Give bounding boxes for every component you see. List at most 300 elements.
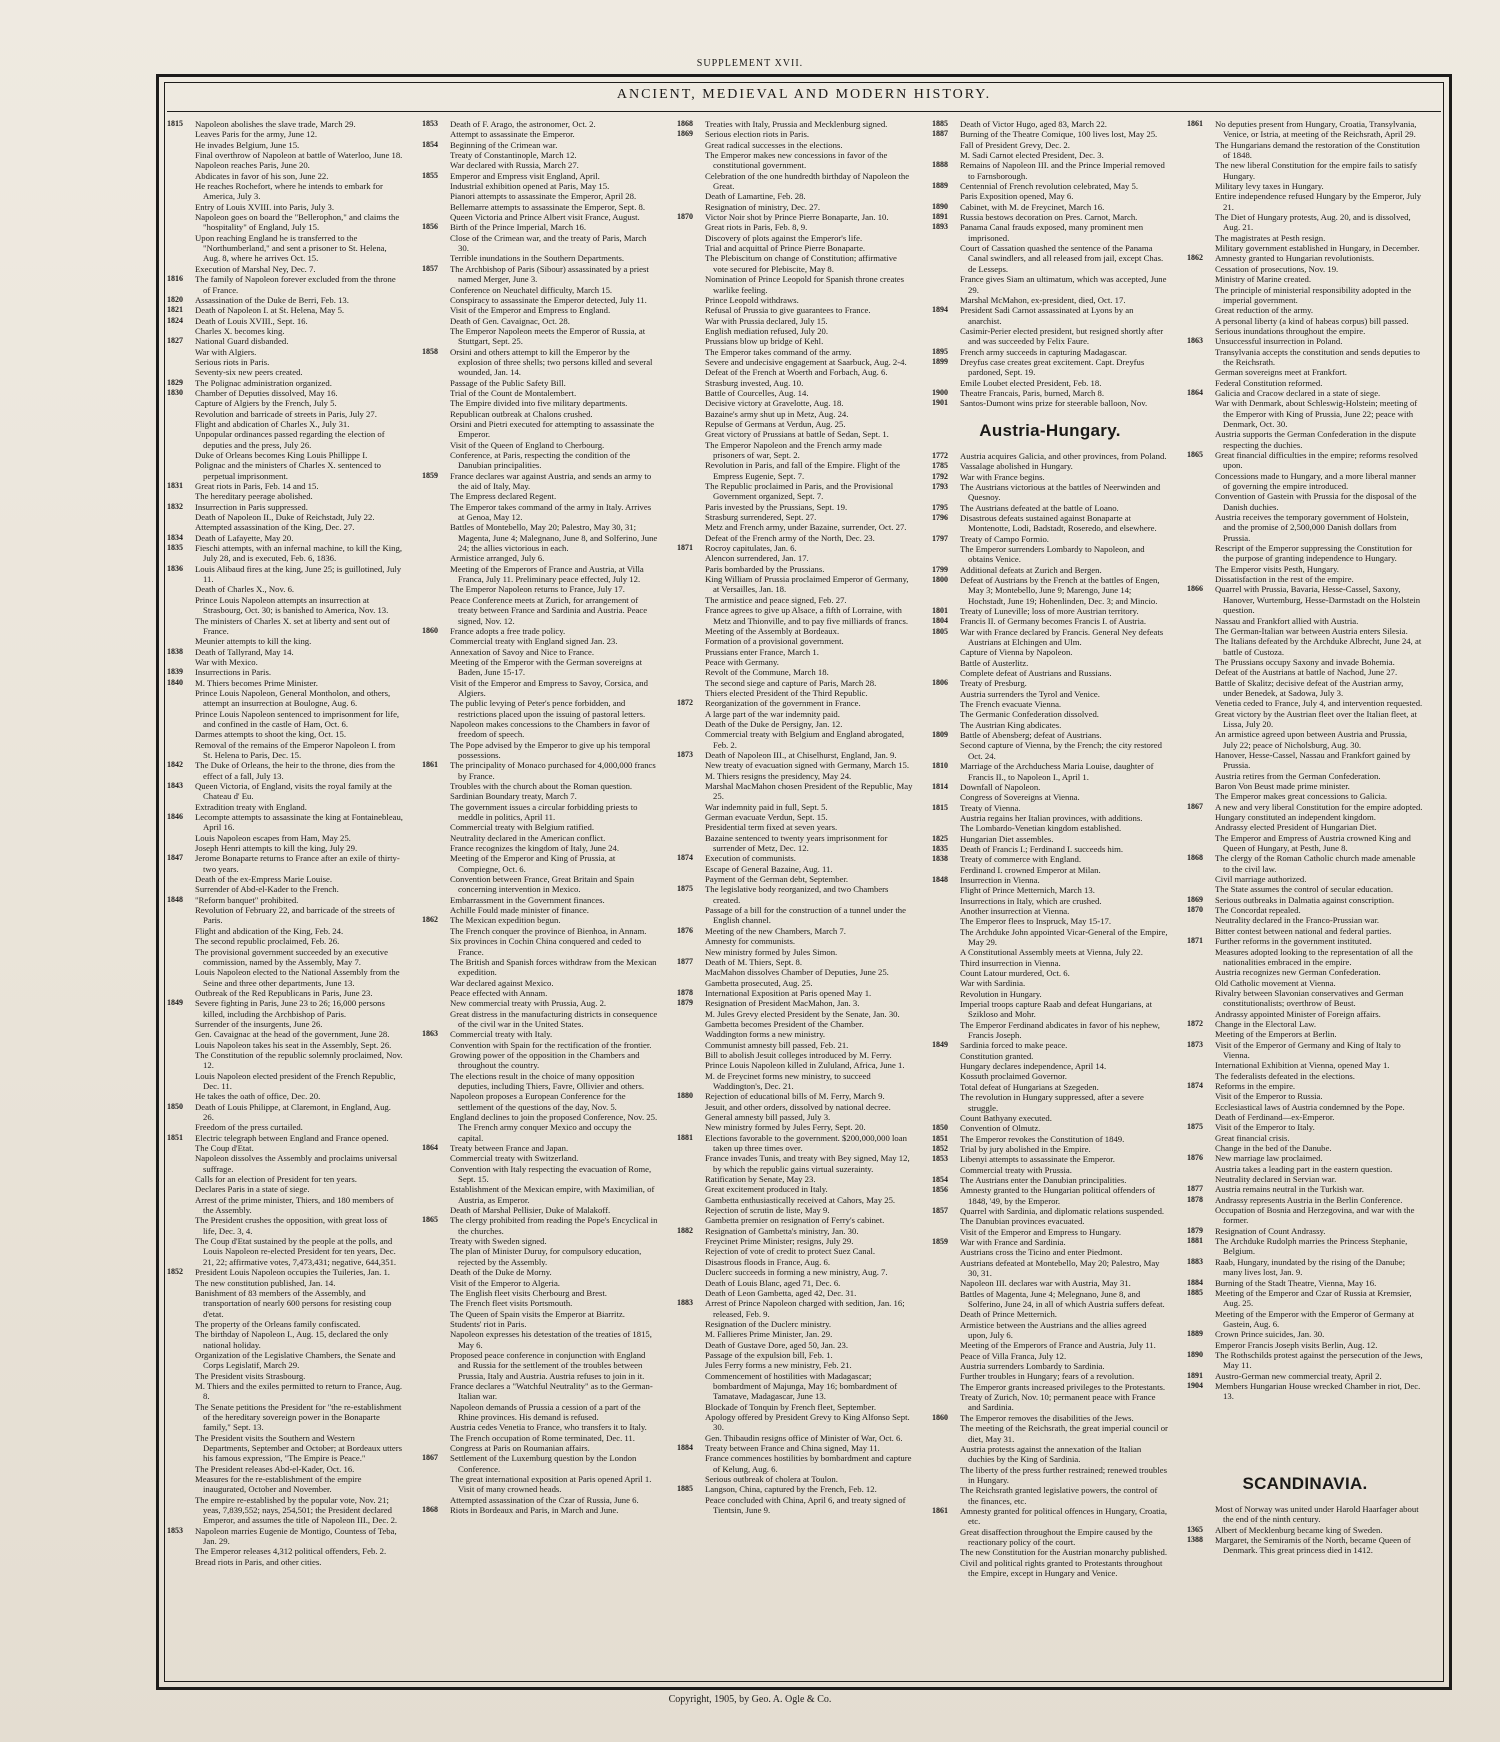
entry-year	[932, 1061, 960, 1071]
history-entry	[1187, 1112, 1423, 1122]
entry-year: 1860	[932, 1412, 948, 1422]
history-entry	[422, 553, 658, 563]
entry-year: 1834	[167, 532, 183, 542]
entry-text: The magistrates at Pesth resign.	[1215, 232, 1326, 243]
entry-year: 1850	[932, 1123, 948, 1133]
entry-year	[677, 760, 705, 770]
entry-year: 1893	[932, 222, 948, 232]
entry-text: Jules Ferry forms a new ministry, Feb. 21.	[705, 1360, 852, 1371]
entry-year	[167, 1546, 195, 1556]
entry-year	[167, 129, 195, 139]
entry-year	[677, 316, 705, 326]
history-entry	[422, 160, 658, 170]
entry-text: Growing power of the opposition in the Chambers and throughout the country.	[450, 1049, 640, 1071]
entry-year	[167, 740, 195, 761]
entry-year: 1870	[1187, 905, 1203, 915]
entry-text: M. Jules Grevy elected President by the Senate, Jan. 30.	[705, 1008, 900, 1019]
entry-text: M. Thiers becomes Prime Minister.	[195, 677, 318, 688]
entry-year	[167, 1071, 195, 1092]
history-entry	[422, 978, 658, 988]
history-entry	[167, 998, 403, 1019]
history-entry	[422, 191, 658, 201]
entry-year	[1187, 347, 1215, 368]
entry-year: 1815	[932, 802, 948, 812]
entry-year	[422, 1422, 450, 1432]
entry-text: Gen. Cavaignac at the head of the government, June 28.	[195, 1029, 390, 1040]
history-entry	[1187, 1040, 1423, 1061]
entry-text: Resignation of Count Andrassy.	[1215, 1225, 1326, 1236]
entry-text: Assassination of the Duke de Berri, Feb. 13.	[195, 294, 349, 305]
entry-year	[932, 1371, 960, 1381]
entry-year	[167, 729, 195, 739]
entry-year: 1899	[932, 356, 948, 366]
entry-text: Treaty between France and Japan.	[450, 1143, 569, 1154]
entry-text: The Rothschilds protest against the persecution of the Jews, May 11.	[1215, 1349, 1423, 1371]
entry-year	[677, 1071, 705, 1092]
entry-year: 1874	[677, 853, 693, 863]
history-entry	[932, 1413, 1168, 1423]
history-entry	[932, 1289, 1168, 1310]
history-entry	[422, 171, 658, 181]
entry-text: Downfall of Napoleon.	[960, 781, 1041, 792]
entry-text: The new liberal Constitution for the empire fails to satisfy Hungary.	[1215, 160, 1417, 181]
entry-year	[422, 1474, 450, 1495]
entry-text: The Emperor Napoleon returns to France, July 17.	[450, 584, 625, 595]
history-entry	[677, 1298, 913, 1319]
entry-text: Arrest of the prime minister, Thiers, and 180 members of the Assembly.	[195, 1194, 394, 1216]
history-entry	[677, 1040, 913, 1050]
history-entry	[932, 678, 1168, 688]
history-entry	[932, 1206, 1168, 1216]
entry-text: Birth of the Prince Imperial, March 16.	[450, 222, 587, 233]
entry-year	[677, 595, 705, 605]
history-entry	[677, 1360, 913, 1370]
entry-year: 1871	[1187, 936, 1203, 946]
history-entry	[422, 657, 658, 678]
entry-year: 1879	[1187, 1225, 1203, 1235]
entry-text: Rivalry between Slavonian conservatives and German constitutionalists; overthrow of Beust.	[1215, 987, 1404, 1009]
entry-year	[932, 865, 960, 875]
entry-text: War with Sardinia.	[960, 978, 1026, 989]
entry-text: Attempted assassination of the King, Dec. 27.	[195, 522, 355, 533]
entry-text: Disastrous defeats sustained against Bonaparte at Montenotte, Lodi, Badstadt, Roseredo, and elsewhere.	[960, 512, 1157, 534]
entry-year: 1851	[932, 1133, 948, 1143]
history-entry	[422, 398, 658, 408]
entry-text: Marshal MacMahon chosen President of the Republic, May 25.	[705, 781, 913, 802]
history-entry	[1187, 874, 1423, 884]
history-entry	[167, 1143, 403, 1153]
entry-text: The second siege and capture of Paris, March 28.	[705, 677, 877, 688]
entry-year	[677, 1205, 705, 1215]
entry-text: The Emperor revokes the Constitution of 1849.	[960, 1133, 1125, 1144]
history-entry	[932, 709, 1168, 719]
history-entry	[1187, 429, 1423, 450]
entry-text: Court of Cassation quashed the sentence of the Panama Canal swindlers, and all released from jail, except Chas. de Lesseps.	[960, 243, 1164, 274]
entry-year: 1890	[932, 201, 948, 211]
entry-text: Crown Prince suicides, Jan. 30.	[1215, 1329, 1325, 1340]
history-entry	[1187, 1164, 1423, 1174]
history-entry	[677, 978, 913, 988]
entry-year	[677, 553, 705, 563]
entry-year	[677, 481, 705, 502]
history-entry	[932, 1444, 1168, 1465]
entry-year	[932, 295, 960, 305]
history-entry	[422, 1040, 658, 1050]
history-entry	[422, 1453, 658, 1474]
history-entry	[422, 833, 658, 843]
entry-year	[422, 1402, 450, 1423]
entry-text: Great financial difficulties in the empire; reforms resolved upon.	[1215, 450, 1418, 471]
entry-year	[422, 295, 450, 305]
entry-year: 1891	[932, 212, 948, 222]
history-entry	[677, 998, 913, 1008]
entry-text: Dissatisfaction in the rest of the empire.	[1215, 574, 1354, 585]
title-rule	[167, 111, 1441, 112]
history-entry	[167, 119, 403, 129]
history-entry	[167, 150, 403, 160]
entry-year	[1187, 771, 1215, 781]
entry-text: Bazaine's army shut up in Metz, Aug. 24.	[705, 408, 849, 419]
history-entry	[167, 988, 403, 998]
history-entry	[1187, 729, 1423, 750]
entry-text: Students' riot in Paris.	[450, 1318, 527, 1329]
history-entry	[1187, 1133, 1423, 1143]
entry-text: Old Catholic movement at Vienna.	[1215, 977, 1336, 988]
entry-year	[167, 688, 195, 709]
entry-year	[677, 233, 705, 243]
entry-text: The hereditary peerage abolished.	[195, 491, 313, 502]
history-entry	[932, 513, 1168, 534]
history-entry	[1187, 895, 1423, 905]
entry-year: 1815	[167, 119, 183, 128]
entry-text: President Sadi Carnot assassinated at Lyons by an anarchist.	[960, 305, 1134, 326]
history-entry	[677, 678, 913, 688]
entry-year	[932, 916, 960, 926]
history-entry	[422, 781, 658, 791]
history-entry	[677, 243, 913, 253]
history-entry	[677, 409, 913, 419]
entry-year	[167, 1381, 195, 1402]
entry-year	[677, 605, 705, 626]
entry-year	[167, 171, 195, 181]
entry-text: Defeat of Austrians by the French at the battles of Engen, May 3; Montebello, June 9; Marengo, June 14; Hochstadt, June 19; Hohenlinden, Dec. 3; and Mincio.	[960, 574, 1160, 606]
entry-text: Cessation of prosecutions, Nov. 19.	[1215, 263, 1339, 274]
history-entry	[677, 1174, 913, 1184]
entry-year	[932, 689, 960, 699]
history-entry	[932, 906, 1168, 916]
entry-text: France gives Siam an ultimatum, which was accepted, June 29.	[960, 274, 1167, 295]
entry-year	[167, 1184, 195, 1194]
entry-text: Treaty of Presburg.	[960, 678, 1027, 689]
entry-text: Celebration of the one hundredth birthday of Napoleon the Great.	[705, 170, 910, 192]
entry-year	[677, 171, 705, 192]
history-entry	[932, 461, 1168, 471]
entry-text: Orsini and others attempt to kill the Emperor by the explosion of three shells; two persons killed and several wounded, Jan. 14.	[450, 346, 653, 378]
entry-year	[167, 1433, 195, 1464]
entry-year	[932, 1351, 960, 1361]
history-entry	[932, 1527, 1168, 1548]
entry-text: Occupation of Bosnia and Herzegovina, and war with the former.	[1215, 1205, 1415, 1226]
entry-text: Death of Gustave Dore, aged 50, Jan. 23.	[705, 1339, 849, 1350]
history-entry	[422, 988, 658, 998]
entry-text: War declared against Mexico.	[450, 977, 554, 988]
entry-text: Death of the Duke de Persigny, Jan. 12.	[705, 718, 843, 729]
entry-year	[1187, 812, 1215, 822]
entry-text: Austria remains neutral in the Turkish war.	[1215, 1184, 1364, 1195]
history-entry	[422, 1474, 658, 1495]
entry-year: 1871	[677, 543, 693, 553]
entry-text: Commercial treaty with Belgium and England abrogated, Feb. 2.	[705, 729, 905, 750]
history-entry	[1187, 853, 1423, 874]
entry-year	[167, 926, 195, 936]
entry-text: A large part of the war indemnity paid.	[705, 708, 840, 719]
entry-text: Visit of the Emperor to Algeria.	[450, 1277, 560, 1288]
history-entry	[167, 1381, 403, 1402]
entry-year	[422, 1433, 450, 1443]
history-entry	[677, 357, 913, 367]
history-entry	[422, 1071, 658, 1092]
history-entry	[932, 989, 1168, 999]
entry-text: Severe and undecisive engagement at Saarbuck, Aug. 2-4.	[705, 356, 907, 367]
entry-year	[1187, 1091, 1215, 1101]
history-entry	[1187, 1535, 1423, 1556]
entry-year	[422, 740, 450, 761]
entry-text: The Austrians victorious at the battles of Neerwinden and Quesnoy.	[960, 481, 1161, 503]
history-entry	[932, 1423, 1168, 1444]
entry-text: Payment of the German debt, September.	[705, 874, 849, 885]
entry-year	[1187, 367, 1215, 377]
history-entry	[167, 202, 403, 212]
entry-year	[422, 1288, 450, 1298]
history-entry	[167, 357, 403, 367]
history-entry	[1187, 1288, 1423, 1309]
entry-text: Austria acquires Galicia, and other provinces, from Poland.	[960, 450, 1167, 461]
history-entry	[422, 253, 658, 263]
entry-year	[422, 1091, 450, 1112]
history-entry	[677, 1257, 913, 1267]
entry-year	[167, 367, 195, 377]
entry-text: Measures for the re-establishment of the empire inaugurated, October and November.	[195, 1474, 362, 1495]
entry-year: 1857	[932, 1205, 948, 1215]
entry-year	[932, 191, 960, 201]
entry-year: 1785	[932, 461, 948, 471]
entry-year	[932, 668, 960, 678]
history-entry	[932, 326, 1168, 347]
history-entry	[422, 181, 658, 191]
history-entry	[422, 1246, 658, 1267]
entry-text: Great radical successes in the elections.	[705, 139, 843, 150]
entry-text: Paris invested by the Prussians, Sept. 19.	[705, 501, 848, 512]
entry-year: 1877	[677, 956, 693, 966]
history-entry	[167, 905, 403, 926]
entry-year	[932, 720, 960, 730]
entry-year	[422, 905, 450, 915]
entry-year	[677, 305, 705, 315]
entry-year: 1890	[1187, 1349, 1203, 1359]
history-entry	[677, 1112, 913, 1122]
history-entry	[422, 1009, 658, 1030]
history-entry	[677, 274, 913, 295]
entry-text: Marshal McMahon, ex-president, died, Oct. 17.	[960, 294, 1126, 305]
entry-year: 1836	[167, 563, 183, 573]
entry-text: Meeting of the Assembly at Bordeaux.	[705, 625, 840, 636]
history-entry	[677, 709, 913, 719]
entry-text: Peace of Villa Franca, July 12.	[960, 1350, 1067, 1361]
entry-year	[932, 792, 960, 802]
entry-text: Great riots in Paris, Feb. 14 and 15.	[195, 481, 319, 492]
history-entry	[167, 1153, 403, 1174]
entry-year	[932, 544, 960, 565]
column-1	[167, 119, 403, 1677]
history-entry	[932, 699, 1168, 709]
entry-text: Flight of Prince Metternich, March 13.	[960, 885, 1095, 896]
entry-year	[422, 1071, 450, 1092]
entry-text: Peace with Germany.	[705, 656, 779, 667]
entry-year	[1187, 750, 1215, 771]
history-entry	[1187, 1102, 1423, 1112]
history-entry	[932, 1061, 1168, 1071]
entry-year	[422, 1309, 450, 1319]
entry-year: 1805	[932, 626, 948, 636]
history-entry	[1187, 709, 1423, 730]
entry-text: The Emperor Napoleon and the French army made prisoners of war, Sept. 2.	[705, 439, 882, 460]
entry-year	[422, 305, 450, 315]
entry-year	[422, 719, 450, 740]
history-entry	[422, 843, 658, 853]
entry-year	[167, 947, 195, 968]
entry-year	[677, 636, 705, 646]
entry-text: Paris Exposition opened, May 6.	[960, 191, 1074, 202]
history-entry	[1187, 750, 1423, 771]
entry-text: Fieschi attempts, with an infernal machine, to kill the King, July 28, and is executed, Feb. 6, 1836.	[195, 543, 403, 564]
history-entry	[1187, 1309, 1423, 1330]
history-entry	[422, 491, 658, 501]
history-entry	[422, 316, 658, 326]
entry-year	[167, 202, 195, 212]
entry-text: The property of the Orleans family confiscated.	[195, 1318, 361, 1329]
history-entry	[1187, 802, 1423, 812]
entry-year: 1804	[932, 616, 948, 626]
entry-text: Serious election riots in Paris.	[705, 129, 809, 140]
history-entry	[167, 667, 403, 677]
entry-year	[932, 699, 960, 709]
entry-text: Cabinet, with M. de Freycinet, March 16.	[960, 201, 1105, 212]
entry-year: 1873	[1187, 1039, 1203, 1049]
entry-text: Victor Noir shot by Prince Pierre Bonaparte, Jan. 10.	[705, 212, 889, 223]
entry-year: 1863	[422, 1029, 438, 1039]
entry-text: Amnesty granted to Hungarian revolutionists.	[1215, 253, 1375, 264]
entry-text: Commercial treaty with Prussia.	[960, 1164, 1072, 1175]
entry-year	[1187, 1205, 1215, 1226]
entry-text: Revolution in Hungary.	[960, 988, 1042, 999]
entry-text: Unpopular ordinances passed regarding the election of deputies and the press, July 26.	[195, 429, 385, 450]
history-entry	[422, 915, 658, 925]
history-entry	[1187, 1019, 1423, 1029]
entry-year	[1187, 616, 1215, 626]
entry-year	[1187, 274, 1215, 284]
entry-text: Annexation of Savoy and Nice to France.	[450, 646, 595, 657]
entry-year	[677, 367, 705, 377]
entry-text: Insurrection in Paris suppressed.	[195, 501, 308, 512]
entry-year	[932, 1485, 960, 1506]
entry-text: Bazaine sentenced to twenty years imprisonment for surrender of Metz, Dec. 12.	[705, 832, 888, 854]
history-entry	[422, 202, 658, 212]
history-entry	[167, 160, 403, 170]
history-entry	[1187, 936, 1423, 946]
entry-text: Charles X. becomes king.	[195, 325, 285, 336]
entry-year	[677, 1340, 705, 1350]
entry-year: 1854	[422, 139, 438, 149]
entry-text: The Duke of Orleans, the heir to the throne, dies from the effect of a fall, July 13.	[195, 760, 395, 781]
history-entry	[1187, 988, 1423, 1009]
entry-year	[422, 233, 450, 254]
entry-text: Duke of Orleans becomes King Louis Phillippe I.	[195, 450, 368, 460]
history-entry	[677, 481, 913, 502]
history-entry	[1187, 781, 1423, 791]
entry-text: Treaty of commerce with England.	[960, 854, 1082, 865]
entry-text: Death of Louis XVIII., Sept. 16.	[195, 315, 308, 326]
history-entry	[677, 936, 913, 946]
history-entry	[167, 1122, 403, 1132]
entry-year: 1838	[932, 854, 948, 864]
entry-text: Execution of communists.	[705, 853, 796, 864]
history-entry	[422, 1184, 658, 1205]
entry-year	[422, 1443, 450, 1453]
history-entry	[167, 512, 403, 522]
entry-text: Hanover, Hesse-Cassel, Nassau and Frankfort gained by Prussia.	[1215, 749, 1411, 771]
entry-year: 1904	[1187, 1380, 1203, 1390]
history-entry	[677, 543, 913, 553]
entry-text: The Reichsrath granted legislative powers, the control of the finances, etc.	[960, 1485, 1158, 1506]
entry-year	[932, 378, 960, 388]
history-entry	[932, 1237, 1168, 1247]
entry-text: Apology offered by President Grevy to King Alfonso Sept. 30.	[705, 1411, 910, 1433]
entry-text: The armistice and peace signed, Feb. 27.	[705, 594, 847, 605]
history-entry	[1187, 1029, 1423, 1039]
history-entry	[167, 460, 403, 481]
entry-year	[932, 1392, 960, 1413]
history-entry	[1187, 491, 1423, 512]
entry-year	[167, 1143, 195, 1153]
history-entry	[932, 472, 1168, 482]
history-entry	[1187, 181, 1423, 191]
history-entry	[1187, 212, 1423, 233]
entry-year	[422, 843, 450, 853]
history-entry	[932, 803, 1168, 813]
entry-year	[932, 658, 960, 668]
entry-year	[677, 1412, 705, 1433]
history-entry	[1187, 512, 1423, 543]
entry-year	[1187, 1143, 1215, 1153]
history-entry	[677, 502, 913, 512]
history-entry	[1187, 616, 1423, 626]
history-entry	[167, 760, 403, 781]
entry-year: 1829	[167, 377, 183, 387]
entry-text: The Plebiscitum on change of Constitution; affirmative vote secured for Plebiscite, May 8.	[705, 253, 897, 274]
history-entry	[932, 1320, 1168, 1341]
entry-year	[422, 853, 450, 874]
entry-text: The government issues a circular forbidding priests to meddle in politics, April 11.	[450, 801, 638, 823]
entry-text: The Emperor flees to Inspruck, May 15-17.	[960, 916, 1112, 927]
history-entry	[422, 1402, 658, 1423]
history-entry	[1187, 905, 1423, 915]
entry-year	[167, 709, 195, 730]
entry-text: Capture of Algiers by the French, July 5.	[195, 398, 337, 409]
entry-text: France declares a "Watchful Neutrality" as to the German-Italian war.	[450, 1380, 653, 1402]
entry-year	[1187, 1112, 1215, 1122]
entry-text: The German-Italian war between Austria enters Silesia.	[1215, 625, 1408, 636]
entry-text: Death of Napoleon III., at Chiselhurst, England, Jan. 9.	[705, 749, 897, 760]
